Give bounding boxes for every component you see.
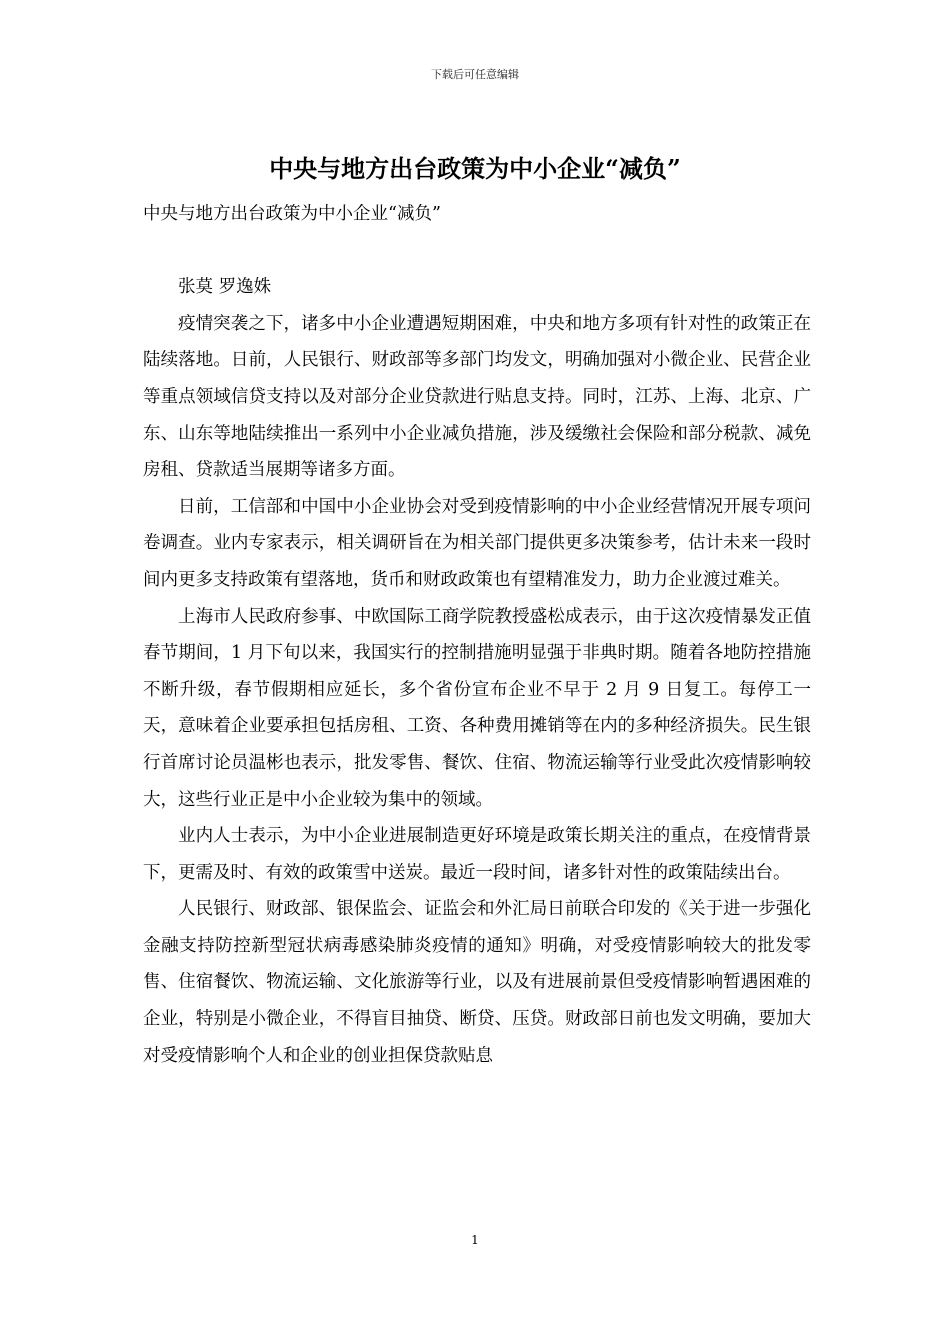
document-title: 中央与地方出台政策为中小企业“减负” <box>269 154 681 183</box>
paragraph-2: 日前，工信部和中国中小企业协会对受到疫情影响的中小企业经营情况开展专项问卷调查。业内专家表示，相关调研旨在为相关部门提供更多决策参考，估计未来一段时间内更多支持政策有望落地，货币和财政政策也有望精准发力，助力企业渡过难关。 <box>143 496 811 590</box>
document-body <box>143 196 811 1074</box>
blank-line <box>143 233 811 270</box>
paragraph-3: 上海市人民政府参事、中欧国际工商学院教授盛松成表示，由于这次疫情暴发正值春节期间，1 月下旬以来，我国实行的控制措施明显强于非典时期。随着各地防控措施不断升级，春节假期相应延长，多个省份宣布企业不早于 2 月 9 日复工。每停工一天，意味着企业要承担包括房租、工资、各种费用摊销等在内的多种经济损失。民生银行首席讨论员温彬也表示，批发零售、餐饮、住宿、物流运输等行业受此次疫情影响较大，这些行业正是中小企业较为集中的领域。 <box>143 606 811 810</box>
paragraph-1: 疫情突袭之下，诸多中小企业遭遇短期困难，中央和地方多项有针对性的政策正在陆续落地。日前，人民银行、财政部等多部门均发文，明确加强对小微企业、民营企业等重点领域信贷支持以及对部分企业贷款进行贴息支持。同时，江苏、上海、北京、广东、山东等地陆续推出一系列中小企业减负措施，涉及缓缴社会保险和部分税款、减免房租、贷款适当展期等诸多方面。 <box>143 313 811 481</box>
authors: 张莫 罗逸姝 <box>178 277 272 298</box>
paragraph-4: 业内人士表示，为中小企业进展制造更好环境是政策长期关注的重点，在疫情背景下，更需及时、有效的政策雪中送炭。最近一段时间，诸多针对性的政策陆续出台。 <box>143 826 811 883</box>
header-note: 下载后可任意编辑 <box>431 68 519 81</box>
page-number: 1 <box>471 1233 479 1247</box>
document-subtitle: 中央与地方出台政策为中小企业“减负” <box>143 204 441 224</box>
paragraph-5: 人民银行、财政部、银保监会、证监会和外汇局日前联合印发的《关于进一步强化金融支持防控新型冠状病毒感染肺炎疫情的通知》明确，对受疫情影响较大的批发零售、住宿餐饮、物流运输、文化旅游等行业，以及有进展前景但受疫情影响暂遇困难的企业，特别是小微企业，不得盲目抽贷、断贷、压贷。财政部日前也发文明确，要加大对受疫情影响个人和企业的创业担保贷款贴息 <box>143 899 811 1066</box>
